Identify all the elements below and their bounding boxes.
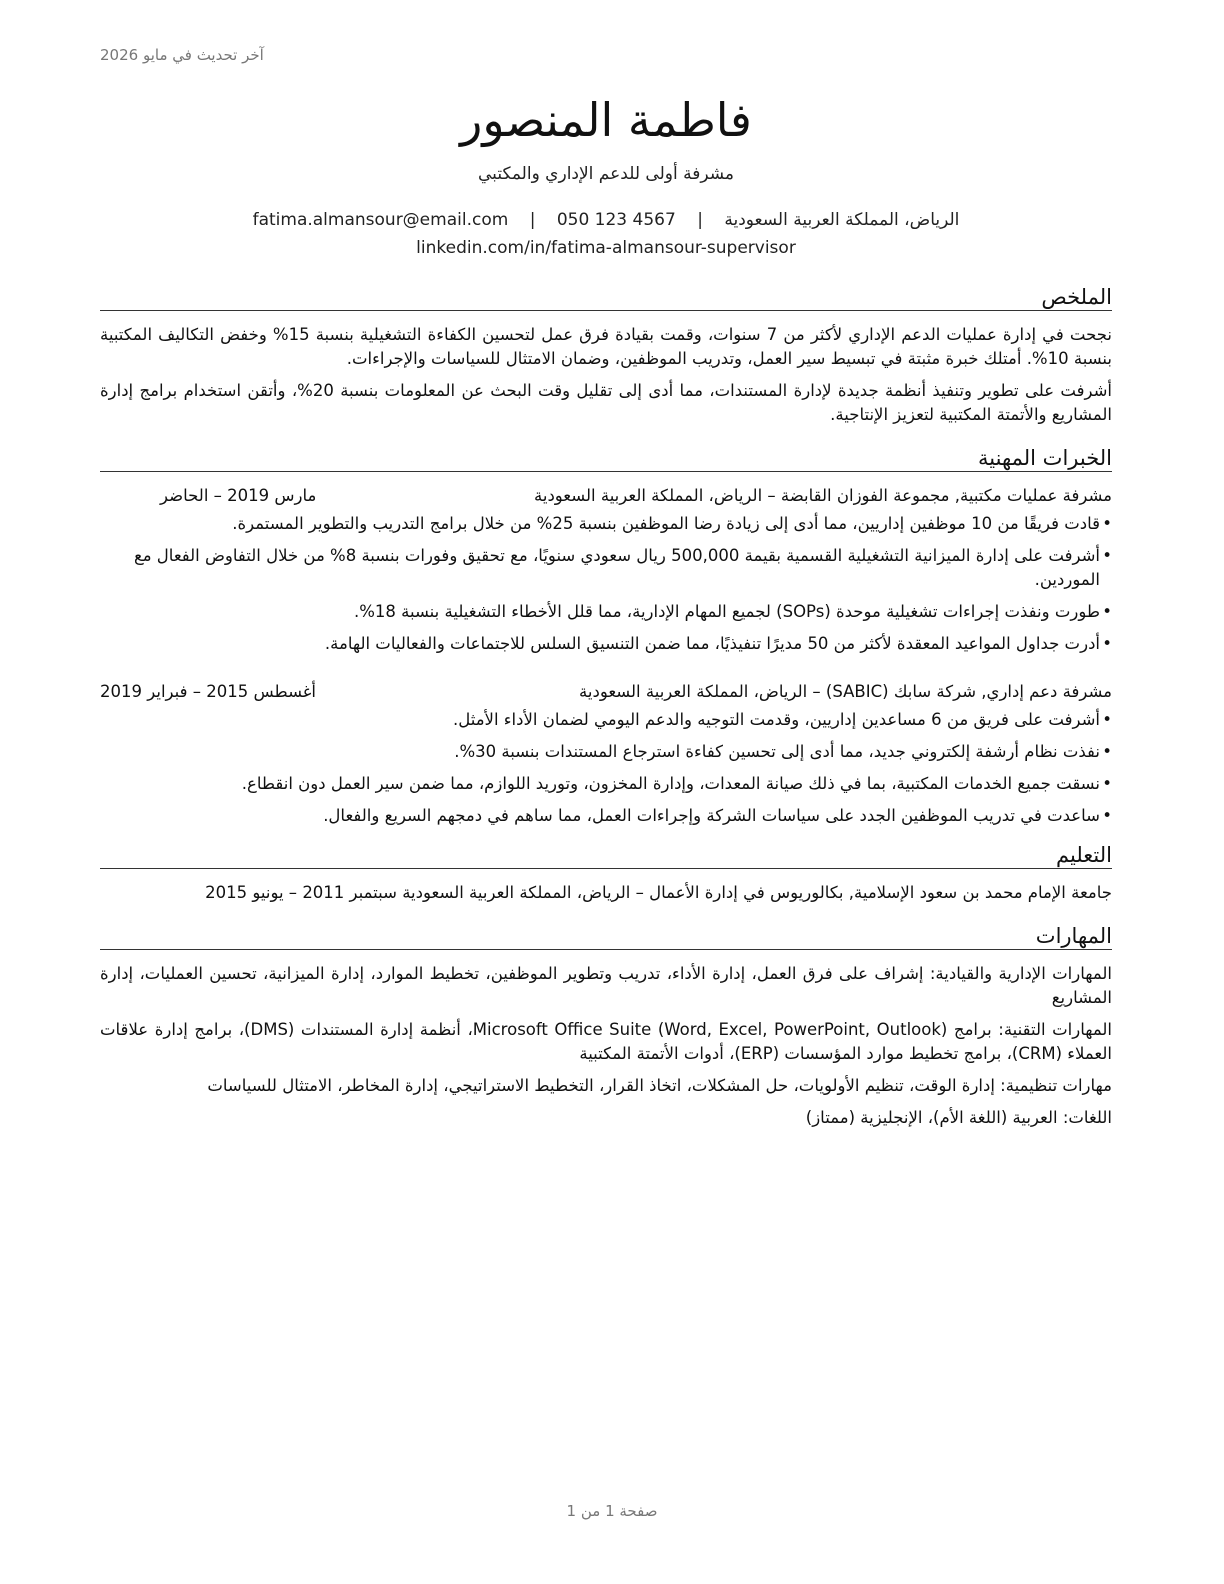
list-item: • أشرفت على إدارة الميزانية التشغيلية القسمية بقيمة 500,000 ريال سعودي سنويًا، مع تحقيق وفورات بنسبة 8% من خلال التفاوض الفعال مع الموردين. [100,544,1112,592]
skills-line: اللغات: العربية (اللغة الأم)، الإنجليزية (ممتاز) [805,1108,1112,1127]
job-dates: مارس 2019 – الحاضر [160,486,317,505]
list-item: • أدرت جداول المواعيد المعقدة لأكثر من 50 مديرًا تنفيذيًا، مما ضمن التنسيق السلس للاجتماعات والفعاليات الهامة. [100,632,1112,656]
job-bullets [100,512,1112,656]
job-header [100,680,1112,704]
job-dates: أغسطس 2015 – فبراير 2019 [100,682,316,701]
linkedin-link[interactable]: linkedin.com/in/fatima-almansour-supervisor [416,238,796,258]
list-item: • ساعدت في تدريب الموظفين الجدد على سياسات الشركة وإجراءات العمل، مما ساهم في دمجهم السريع والفعال. [100,804,1112,828]
job-entry [100,680,1112,828]
job-title: مشرفة أولى للدعم الإداري والمكتبي [478,164,734,184]
list-item: • نفذت نظام أرشفة إلكتروني جديد، مما أدى إلى تحسين كفاءة استرجاع المستندات بنسبة 30%. [100,740,1112,764]
skills-line: مهارات تنظيمية: إدارة الوقت، تنظيم الأولويات، حل المشكلات، اتخاذ القرار، التخطيط الاستراتيجي، إدارة المخاطر، الامتثال للسياسات [207,1076,1112,1095]
list-item: • طورت ونفذت إجراءات تشغيلية موحدة (SOPs) لجميع المهام الإدارية، مما قلل الأخطاء التشغيلية بنسبة 18%. [100,600,1112,624]
page-number: صفحة 1 من 1 [566,1502,658,1520]
separator: | [529,210,536,230]
list-item: • نسقت جميع الخدمات المكتبية، بما في ذلك صيانة المعدات، وإدارة المخزون، وتوريد اللوازم، مما ضمن سير العمل دون انقطاع. [100,772,1112,796]
skills-section [100,923,1112,1130]
last-updated-note: آخر تحديث في مايو 2026 [100,46,264,64]
skills-line: المهارات التقنية: برامج Microsoft Office Suite (Word, Excel, PowerPoint, Outlook)، أنظمة إدارة المستندات (DMS)، برامج إدارة علاقات العملاء (CRM)، برامج تخطيط موارد المؤسسات (ERP)، أدوات الأتمتة المكتبية [100,1020,1113,1063]
phone-number: 050 123 4567 [556,210,676,230]
summary-paragraph: أشرفت على تطوير وتنفيذ أنظمة جديدة لإدارة المستندات، مما أدى إلى تقليل وقت البحث عن المعلومات بنسبة 20%، وأتقن استخدام برامج إدارة المشاريع والأتمتة المكتبية لتعزيز الإنتاجية. [100,381,1113,424]
section-heading: المهارات [100,923,1112,950]
job-role: مشرفة دعم إداري, شركة سابك (SABIC) – الرياض، المملكة العربية السعودية [579,682,1112,701]
separator: | [697,210,703,230]
email-link[interactable]: fatima.almansour@email.com [252,210,509,230]
job-role: مشرفة عمليات مكتبية, مجموعة الفوزان القابضة – الرياض، المملكة العربية السعودية [534,486,1112,505]
resume-page [100,0,1112,1138]
job-entry [100,484,1112,656]
section-heading: التعليم [100,842,1112,869]
section-heading: الخبرات المهنية [100,445,1112,472]
list-item: • أشرفت على فريق من 6 مساعدين إداريين، وقدمت التوجيه والدعم اليومي لضمان الأداء الأمثل. [100,708,1112,732]
list-item: • قادت فريقًا من 10 موظفين إداريين، مما أدى إلى زيادة رضا الموظفين بنسبة 25% من خلال برامج التدريب والتطوير المستمرة. [100,512,1112,536]
education-section [100,842,1112,905]
job-header [100,484,1112,508]
summary-paragraph: نجحت في إدارة عمليات الدعم الإداري لأكثر من 7 سنوات، وقمت بقيادة فرق عمل لتحسين الكفاءة التشغيلية بنسبة 15% وخفض التكاليف المكتبية بنسبة 10%. أمتلك خبرة مثبتة في تبسيط سير العمل، وتدريب الموظفين، وضمان الامتثال للسياسات والإجراءات. [100,325,1112,368]
contact-line [100,210,1112,230]
location: الرياض، المملكة العربية السعودية [724,210,960,230]
experience-section [100,445,1112,828]
summary-section [100,284,1112,427]
skills-line: المهارات الإدارية والقيادية: إشراف على فرق العمل، إدارة الأداء، تدريب وتطوير الموظفين، تخطيط الموارد، إدارة الميزانية، تحسين العمليات، إدارة المشاريع [100,964,1112,1007]
section-heading: الملخص [100,284,1112,311]
job-bullets [100,708,1112,828]
education-entry: جامعة الإمام محمد بن سعود الإسلامية, بكالوريوس في إدارة الأعمال – الرياض، المملكة العربية السعودية سبتمبر 2011 – يونيو 2015 [205,883,1112,902]
candidate-name: فاطمة المنصور [460,93,752,147]
